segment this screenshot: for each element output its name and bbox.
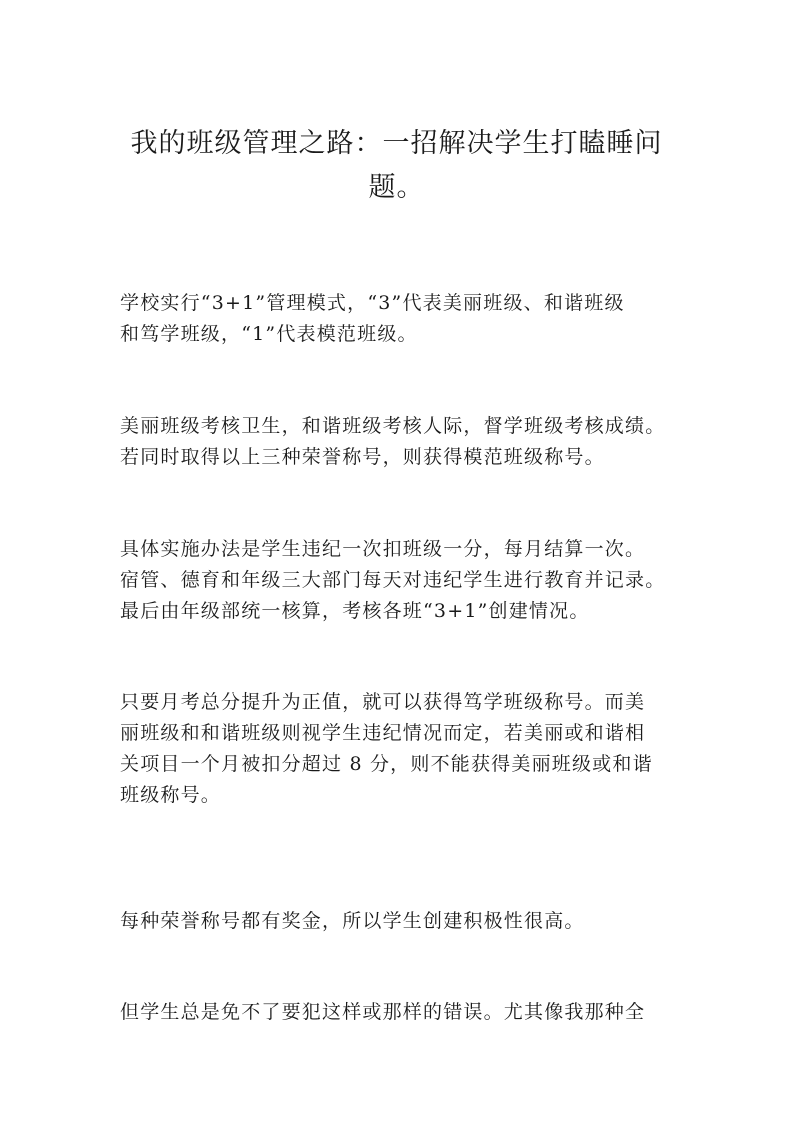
paragraph-line: 但学生总是免不了要犯这样或那样的错误。尤其像我那种全 [120, 1001, 646, 1023]
paragraph-line: 具体实施办法是学生违纪一次扣班级一分，每月结算一次。 [120, 538, 646, 560]
paragraph-line: 每种荣誉称号都有奖金，所以学生创建积极性很高。 [120, 910, 585, 932]
document-title [110, 122, 683, 210]
paragraph [120, 411, 700, 473]
paragraph-line: 最后由年级部统一核算，考核各班“3+1”创建情况。 [120, 600, 590, 622]
paragraph-line: 只要月考总分提升为正值，就可以获得笃学班级称号。而美 [120, 691, 646, 713]
title-line: 我的班级管理之路：一招解决学生打瞌睡问 [130, 128, 663, 159]
paragraph-line: 宿管、德育和年级三大部门每天对违纪学生进行教育并记录。 [120, 569, 666, 591]
paragraph [120, 288, 700, 350]
paragraph-line: 美丽班级考核卫生，和谐班级考核人际，督学班级考核成绩。 [120, 415, 666, 437]
paragraph-line: 和笃学班级，“1”代表模范班级。 [120, 323, 418, 345]
paragraph-line: 学校实行“3+1”管理模式，“3”代表美丽班级、和谐班级 [120, 292, 625, 314]
paragraph-line: 班级称号。 [120, 784, 222, 806]
paragraph [120, 997, 700, 1028]
paragraph [120, 534, 700, 627]
title-line: 题。 [368, 172, 425, 203]
paragraph [120, 906, 700, 937]
paragraph-line: 丽班级和和谐班级则视学生违纪情况而定，若美丽或和谐相 [120, 722, 646, 744]
paragraph-line: 若同时取得以上三种荣誉称号，则获得模范班级称号。 [120, 446, 605, 468]
paragraph [120, 687, 700, 811]
paragraph-line: 关项目一个月被扣分超过 8 分，则不能获得美丽班级或和谐 [120, 753, 653, 775]
